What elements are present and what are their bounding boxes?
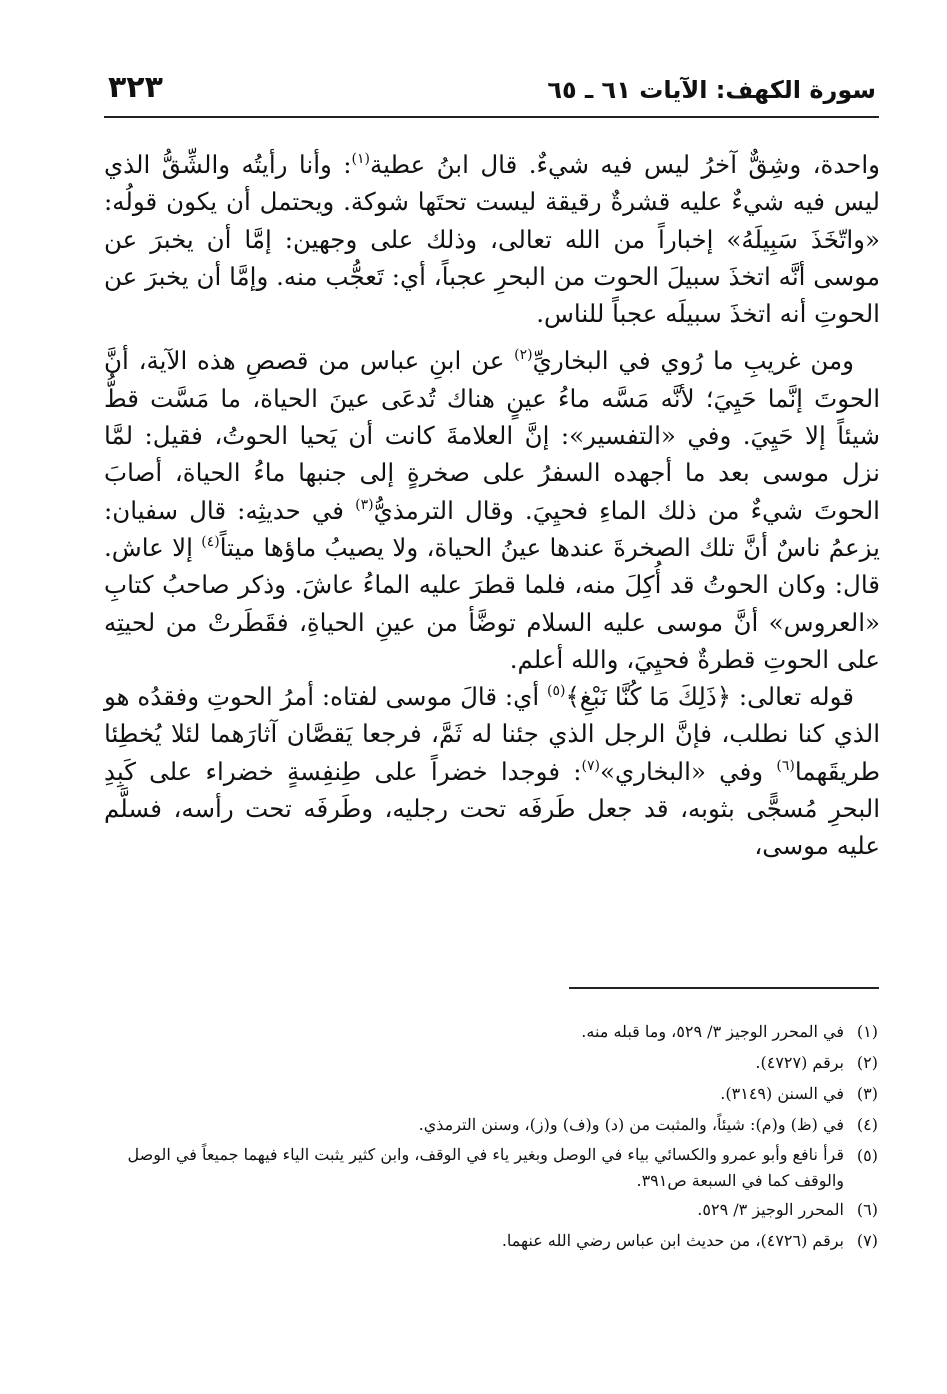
- footnote-text: في السنن (٣١٤٩).: [720, 1084, 844, 1103]
- footnote-text: برقم (٤٧٢٦)، من حديث ابن عباس رضي الله عنهما.: [501, 1231, 844, 1250]
- header-divider: [104, 116, 879, 118]
- running-header: [104, 68, 878, 114]
- text-run: : وأنا رأيتُه والشِّقُّ الذي ليس فيه شيءٌ عليه قشرةٌ رقيقة ليست تحتَها شوكة. ويحتمل أن يكون قولُه: «واتّخَذَ سَبِيلَهُ» إخباراً من الله تعالى، وذلك على وجهين: إمَّا أن يخبرَ عن موسى أنَّه اتخذَ سبيلَ الحوت من البحرِ عجباً، أي: تَعجُّب منه. وإمَّا أن يخبرَ عن الحوتِ أنه اتخذَ سبيلَه عجباً للناس.: [104, 150, 880, 329]
- footnotes: [104, 1016, 878, 1256]
- footnote-number: (٣): [856, 1084, 878, 1103]
- footnote-item: [104, 1078, 878, 1109]
- footnote-item: [104, 1194, 878, 1225]
- text-run: قوله تعالى: ﴿ذَلِكَ مَا كُنَّا نَبْغِ﴾: [565, 682, 854, 712]
- surah-heading: سورة الكهف: الآيات ٦١ ـ ٦٥: [547, 76, 876, 104]
- text-run: واحدة، وشِقٌّ آخرُ ليس فيه شيءٌ. قال ابنُ عطية: [369, 150, 881, 179]
- footnote-ref-3[interactable]: (٣): [355, 496, 374, 513]
- footnote-number: (٦): [856, 1200, 878, 1219]
- paragraph-2: [104, 342, 880, 678]
- text-run: ومن غريبِ ما رُوي في البخاريِّ: [532, 346, 854, 376]
- footnote-text: قرأ نافع وأبو عمرو والكسائي بياء في الوصل وبغير ياء في الوقف، وابن كثير يثبت الياء فيهما جميعاً في الوصل والوقف كما في السبعة ص٣٩١.: [127, 1145, 844, 1190]
- footnote-number: (٤): [856, 1115, 878, 1134]
- footnote-ref-2[interactable]: (٢): [514, 347, 533, 364]
- footnote-number: (٥): [856, 1146, 878, 1165]
- text-run: عن ابنِ عباس من قصصِ هذه الآية، أنَّ الحوتَ إنَّما حَيِيَ؛ لأنَّه مَسَّه ماءُ عينٍ هناك تُدعَى عينَ الحياة، ما مَسَّت قطُّ شيئاً إلا حَيِيَ. وفي «التفسير»: إنَّ العلامةَ كانت أن يَحيا الحوتُ، فقيل: لمَّا نزل موسى بعد ما أجهده السفرُ على صخرةٍ إلى جنبها ماءُ الحياة، أصابَ الحوتَ شيءٌ من ذلك الماءِ فحيِيَ. وقال الترمذيُّ: [104, 346, 880, 525]
- footnote-ref-1[interactable]: (١): [351, 151, 370, 167]
- footnote-item: [104, 1140, 878, 1194]
- paragraph-1: [104, 146, 880, 332]
- footnote-number: (٧): [856, 1231, 878, 1250]
- footnote-text: المحرر الوجيز ٣/ ٥٢٩.: [697, 1200, 844, 1219]
- footnote-ref-4[interactable]: (٤): [201, 533, 220, 550]
- text-run: في حديثِه: قال سفيان: يزعمُ ناسٌ أنَّ تلك الصخرةَ عندها عينُ الحياة، ولا يصيبُ ماؤها ميتاً: [104, 495, 880, 562]
- paragraph-3: [104, 678, 880, 864]
- footnote-item: [104, 1016, 878, 1047]
- text-run: أي: قالَ موسى لفتاه: أمرُ الحوتِ وفقدُه هو الذي كنا نطلب، فإنَّ الرجل الذي جئنا له ثَمَّ، فرجعا يَقصَّان آثارَهما لئلا يُخطِئا طريقَهما: [104, 682, 880, 786]
- footnote-text: برقم (٤٧٢٧).: [755, 1053, 844, 1072]
- footnote-number: (١): [856, 1022, 878, 1041]
- text-run: وفي «البخاري»: [600, 756, 777, 786]
- page-number: ٣٢٣: [108, 70, 163, 105]
- footnote-item: [104, 1225, 878, 1256]
- footnote-text: في (ظ) و(م): شيئاً، والمثبت من (د) و(ف) و(ز)، وسنن الترمذي.: [418, 1115, 844, 1134]
- footnote-ref-7[interactable]: (٧): [581, 757, 600, 774]
- footnote-divider: [569, 987, 879, 989]
- footnote-item: [104, 1109, 878, 1140]
- main-text: [104, 146, 880, 865]
- footnote-text: في المحرر الوجيز ٣/ ٥٢٩، وما قبله منه.: [581, 1022, 844, 1041]
- footnote-item: [104, 1047, 878, 1078]
- text-run: إلا عاش. قال: وكان الحوتُ قد أُكِلَ منه، فلما قطرَ عليه الماءُ عاشَ. وذكر صاحبُ كتابِ «العروس» أنَّ موسى عليه السلام توضَّأ من عينِ الحياةِ، فقَطَرتْ من لحيتِه على الحوتِ قطرةٌ فحيِيَ، والله أعلم.: [104, 532, 880, 674]
- footnote-ref-5[interactable]: (٥): [546, 683, 566, 700]
- footnote-ref-6[interactable]: (٦): [776, 757, 795, 774]
- footnote-number: (٢): [856, 1053, 878, 1072]
- text-run: : فوجدا خضراً على طِنفِسةٍ خضراء على كَبِدِ البحرِ مُسجًّى بثوبه، قد جعل طَرفَه تحت رجليه، وطَرفَه تحت رأسه، فسلَّم عليه موسى،: [104, 756, 880, 861]
